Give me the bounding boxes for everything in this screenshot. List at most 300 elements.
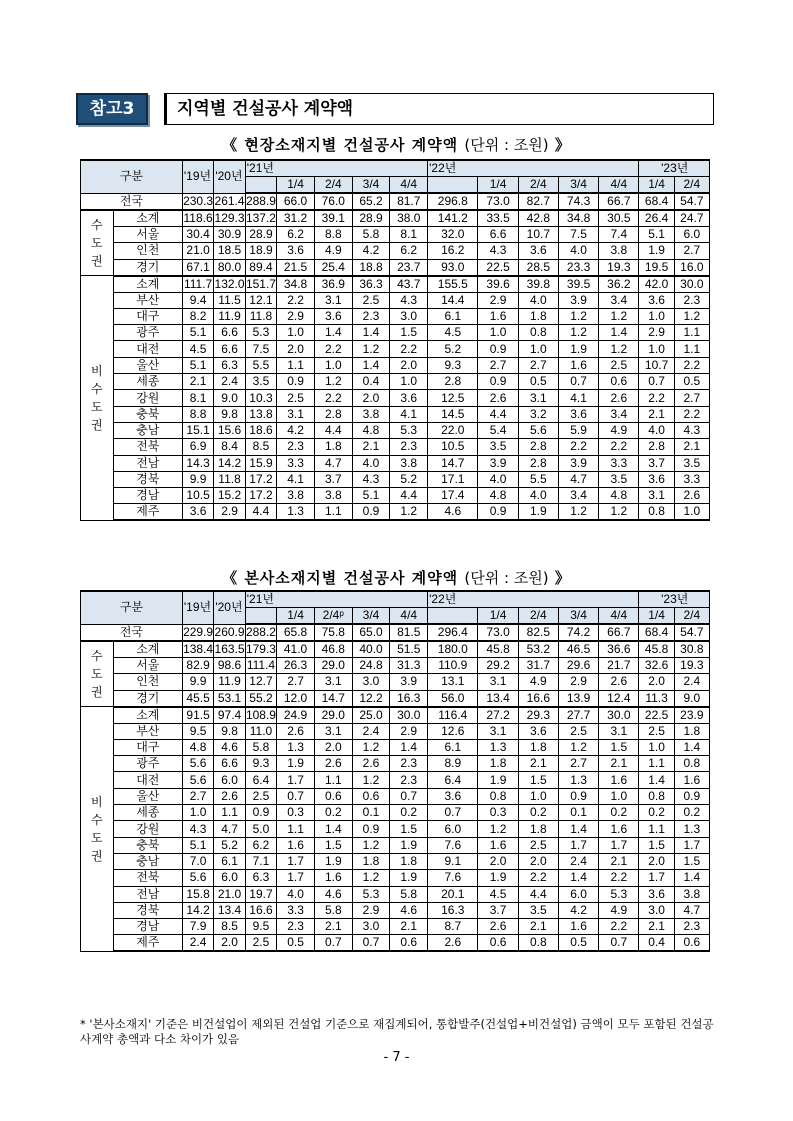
table-cell: 19.3 bbox=[599, 259, 639, 276]
table-cell: 3.6 bbox=[558, 406, 598, 422]
table-cell: 3.2 bbox=[518, 406, 558, 422]
table-cell: 13.4 bbox=[478, 690, 518, 707]
table-cell: 8.5 bbox=[245, 439, 276, 455]
table-cell: 9.4 bbox=[182, 292, 213, 308]
table-cell: 5.3 bbox=[599, 886, 639, 902]
table-cell: 1.4 bbox=[314, 325, 352, 341]
table-cell: 8.2 bbox=[182, 308, 213, 324]
table-cell: 296.8 bbox=[428, 193, 478, 210]
table-cell: 5.5 bbox=[518, 471, 558, 487]
table-cell: 29.0 bbox=[314, 658, 352, 674]
table-cell: 118.6 bbox=[183, 211, 213, 225]
table-cell: 9.9 bbox=[182, 471, 213, 487]
table-cell: 0.6 bbox=[314, 788, 352, 804]
table-row bbox=[81, 690, 710, 707]
table-cell: 2.9 bbox=[639, 325, 674, 341]
table-cell: 9.8 bbox=[214, 406, 245, 422]
table-cell: 3.1 bbox=[314, 723, 352, 739]
table-cell: 3.9 bbox=[390, 674, 428, 690]
table-cell: 46.8 bbox=[314, 641, 352, 658]
table-cell: 4.1 bbox=[277, 471, 315, 487]
table-cell: 0.8 bbox=[518, 325, 558, 341]
table-cell: 163.5 bbox=[214, 642, 245, 656]
table-cell: 29.3 bbox=[518, 707, 558, 724]
table-cell: 3.6 bbox=[639, 886, 674, 902]
row-label: 전북 bbox=[113, 439, 182, 455]
table-cell: 0.3 bbox=[478, 805, 518, 821]
table-cell: 1.2 bbox=[352, 772, 390, 788]
table-row bbox=[81, 308, 710, 324]
table-cell: 34.8 bbox=[277, 276, 315, 293]
table-cell: 116.4 bbox=[428, 707, 478, 724]
table-cell: 3.1 bbox=[639, 488, 674, 504]
table-cell: 5.2 bbox=[214, 837, 245, 853]
table-cell: 6.6 bbox=[214, 325, 245, 341]
table-cell: 111.4 bbox=[246, 658, 276, 673]
table-cell: 22.5 bbox=[639, 707, 674, 724]
row-label: 부산 bbox=[113, 723, 182, 739]
table-cell: 26.3 bbox=[277, 658, 315, 674]
table-cell: 3.7 bbox=[639, 455, 674, 471]
table-cell: 2.1 bbox=[390, 919, 428, 935]
table-cell: 0.9 bbox=[277, 374, 315, 390]
row-label: 대구 bbox=[113, 739, 182, 755]
table-cell: 22.5 bbox=[478, 259, 518, 276]
table-cell: 17.4 bbox=[428, 488, 478, 504]
table-cell: 93.0 bbox=[428, 259, 478, 276]
table-cell: 5.6 bbox=[182, 772, 213, 788]
table-cell: 6.2 bbox=[390, 243, 428, 259]
table-cell: 5.3 bbox=[390, 422, 428, 438]
table-cell: 10.7 bbox=[518, 227, 558, 243]
table-row bbox=[81, 259, 710, 276]
table-cell: 28.5 bbox=[518, 259, 558, 276]
header-quarter: 1/4 bbox=[277, 608, 315, 625]
table-cell: 4.4 bbox=[478, 406, 518, 422]
table-cell: 1.0 bbox=[518, 788, 558, 804]
table-cell: 30.9 bbox=[214, 227, 245, 243]
table-cell: 1.9 bbox=[390, 870, 428, 886]
table-cell: 0.7 bbox=[428, 805, 478, 821]
table-cell: 30.8 bbox=[674, 641, 709, 658]
table-cell: 1.4 bbox=[674, 739, 709, 755]
table-cell: 9.0 bbox=[674, 690, 709, 707]
table-cell: 2.1 bbox=[639, 406, 674, 422]
table-cell: 1.9 bbox=[390, 837, 428, 853]
table-cell: 230.3 bbox=[182, 193, 213, 210]
table-cell: 2.1 bbox=[639, 919, 674, 935]
table-cell: 82.5 bbox=[518, 624, 558, 641]
table-cell: 6.6 bbox=[478, 227, 518, 243]
hq-location-contract-table bbox=[80, 590, 710, 952]
table-cell: 3.3 bbox=[599, 455, 639, 471]
table-cell: 68.4 bbox=[639, 193, 674, 210]
table-cell: 67.1 bbox=[182, 259, 213, 276]
table-cell: 4.4 bbox=[518, 886, 558, 902]
table-cell: 23.3 bbox=[558, 259, 598, 276]
table-cell: 2.9 bbox=[478, 292, 518, 308]
table-cell: 1.2 bbox=[599, 341, 639, 357]
table-cell: 2.2 bbox=[314, 390, 352, 406]
table-cell: 7.5 bbox=[558, 227, 598, 243]
table-cell: 23.7 bbox=[390, 259, 428, 276]
table-row bbox=[81, 325, 710, 341]
table-cell: 0.7 bbox=[639, 374, 674, 390]
table-cell: 1.6 bbox=[314, 870, 352, 886]
table-cell: 4.9 bbox=[599, 902, 639, 918]
table-row bbox=[81, 243, 710, 259]
table-cell: 4.7 bbox=[314, 455, 352, 471]
header-quarter: 1/4 bbox=[277, 177, 315, 194]
table-cell: 3.8 bbox=[352, 406, 390, 422]
row-label-national: 전국 bbox=[81, 193, 183, 210]
table-cell: 65.0 bbox=[352, 624, 390, 641]
table-row bbox=[81, 471, 710, 487]
table-cell: 6.1 bbox=[214, 853, 245, 869]
table-cell: 1.5 bbox=[599, 739, 639, 755]
table-cell: 9.1 bbox=[428, 853, 478, 869]
table-cell: 1.1 bbox=[314, 504, 352, 521]
table-cell: 261.4 bbox=[214, 193, 245, 210]
table-cell: 2.1 bbox=[674, 439, 709, 455]
table-cell: 1.6 bbox=[558, 919, 598, 935]
table-cell: 5.8 bbox=[390, 886, 428, 902]
table-cell: 32.6 bbox=[639, 658, 674, 674]
table-cell: 3.5 bbox=[245, 374, 276, 390]
table-cell: 1.7 bbox=[277, 870, 315, 886]
table-cell: 1.6 bbox=[478, 837, 518, 853]
table-cell: 18.9 bbox=[245, 243, 276, 259]
table-cell: 5.9 bbox=[558, 422, 598, 438]
table-cell: 155.5 bbox=[428, 276, 478, 293]
table-cell: 1.7 bbox=[599, 837, 639, 853]
table-cell: 12.5 bbox=[428, 390, 478, 406]
table-cell: 3.5 bbox=[518, 902, 558, 918]
table-cell: 2.4 bbox=[182, 935, 213, 952]
table-cell: 74.2 bbox=[558, 624, 598, 641]
table-cell: 16.6 bbox=[245, 902, 276, 918]
table-cell: 39.5 bbox=[558, 276, 598, 293]
table-cell: 2.3 bbox=[390, 756, 428, 772]
table-cell: 2.6 bbox=[599, 390, 639, 406]
table-cell: 2.7 bbox=[674, 243, 709, 259]
table-cell: 2.4 bbox=[214, 374, 245, 390]
table-cell: 24.8 bbox=[352, 658, 390, 674]
table-cell: 5.6 bbox=[518, 422, 558, 438]
table-cell: 6.3 bbox=[245, 870, 276, 886]
table-cell: 1.0 bbox=[599, 788, 639, 804]
table-cell: 9.8 bbox=[214, 723, 245, 739]
header-quarter: 1/4 bbox=[639, 608, 674, 625]
header-quarter: 2/4 bbox=[674, 177, 709, 194]
table-cell: 0.6 bbox=[390, 935, 428, 952]
table-cell: 1.9 bbox=[518, 504, 558, 521]
table-cell: 16.3 bbox=[390, 690, 428, 707]
table-row bbox=[81, 723, 710, 739]
table-cell: 24.9 bbox=[277, 707, 315, 724]
table-cell: 1.3 bbox=[558, 772, 598, 788]
table-cell: 1.2 bbox=[558, 308, 598, 324]
table-cell: 65.2 bbox=[352, 193, 390, 210]
table-cell: 4.3 bbox=[478, 243, 518, 259]
table-cell: 229.9 bbox=[182, 624, 213, 641]
table-cell: 3.1 bbox=[314, 674, 352, 690]
row-label: 제주 bbox=[113, 504, 182, 521]
table-cell: 12.4 bbox=[599, 690, 639, 707]
table-cell: 2.5 bbox=[518, 837, 558, 853]
table-cell: 1.7 bbox=[639, 870, 674, 886]
table-cell: 1.5 bbox=[674, 853, 709, 869]
table-cell: 1.0 bbox=[478, 325, 518, 341]
table-cell: 17.2 bbox=[245, 471, 276, 487]
row-label: 대구 bbox=[113, 308, 182, 324]
table-cell: 31.3 bbox=[390, 658, 428, 674]
site-location-contract-table bbox=[80, 159, 710, 521]
table-row bbox=[81, 707, 710, 724]
table-cell: 3.9 bbox=[558, 292, 598, 308]
row-label: 강원 bbox=[113, 390, 182, 406]
table-cell: 2.9 bbox=[390, 723, 428, 739]
table-cell: 1.5 bbox=[639, 837, 674, 853]
table-cell: 4.0 bbox=[518, 488, 558, 504]
table-cell: 5.3 bbox=[352, 886, 390, 902]
table-cell: 46.5 bbox=[558, 641, 598, 658]
table-row bbox=[81, 935, 710, 952]
table-cell: 3.3 bbox=[277, 902, 315, 918]
table-cell: 5.5 bbox=[245, 357, 276, 373]
table-cell: 179.3 bbox=[245, 642, 276, 656]
table-cell: 15.9 bbox=[245, 455, 276, 471]
table-cell: 0.7 bbox=[314, 935, 352, 952]
table-cell: 23.9 bbox=[674, 707, 709, 724]
table-cell: 6.0 bbox=[674, 227, 709, 243]
table-cell: 4.2 bbox=[277, 422, 315, 438]
table-cell: 3.3 bbox=[674, 471, 709, 487]
table-cell: 180.0 bbox=[428, 641, 478, 658]
table-cell: 1.1 bbox=[674, 325, 709, 341]
table-cell: 2.0 bbox=[390, 357, 428, 373]
table-cell: 2.5 bbox=[245, 935, 276, 952]
table-cell: 15.1 bbox=[182, 422, 213, 438]
table-cell: 21.5 bbox=[277, 259, 315, 276]
table-cell: 3.6 bbox=[428, 788, 478, 804]
table-cell: 260.9 bbox=[214, 624, 245, 641]
table-cell: 6.1 bbox=[428, 308, 478, 324]
row-label: 광주 bbox=[113, 756, 182, 772]
table-cell: 73.0 bbox=[478, 193, 518, 210]
table-cell: 30.5 bbox=[599, 210, 639, 227]
table-cell: 21.0 bbox=[214, 886, 245, 902]
table-cell: 17.1 bbox=[428, 471, 478, 487]
table-cell: 5.6 bbox=[182, 756, 213, 772]
header-year-23: '23년 bbox=[639, 160, 710, 177]
row-label: 소계 bbox=[113, 276, 182, 293]
row-label: 울산 bbox=[113, 788, 182, 804]
table-cell: 111.7 bbox=[183, 276, 213, 291]
table-cell: 0.6 bbox=[478, 935, 518, 952]
table-cell: 5.6 bbox=[182, 870, 213, 886]
row-group-label: 비수도권 bbox=[91, 364, 103, 433]
table-cell: 3.1 bbox=[478, 674, 518, 690]
table-row bbox=[81, 504, 710, 521]
table-cell: 1.1 bbox=[277, 357, 315, 373]
table-cell: 1.2 bbox=[558, 325, 598, 341]
table-cell: 17.2 bbox=[245, 488, 276, 504]
table-cell: 132.0 bbox=[214, 276, 245, 291]
header-year-22-annual bbox=[428, 608, 478, 625]
table-cell: 0.6 bbox=[352, 788, 390, 804]
table-cell: 29.2 bbox=[478, 658, 518, 674]
header-year-20: '20년 bbox=[214, 591, 245, 624]
table-cell: 4.0 bbox=[277, 886, 315, 902]
table-cell: 3.7 bbox=[314, 471, 352, 487]
table-cell: 14.5 bbox=[428, 406, 478, 422]
row-label: 강원 bbox=[113, 821, 182, 837]
table-cell: 3.6 bbox=[314, 308, 352, 324]
table-cell: 5.2 bbox=[390, 471, 428, 487]
table-cell: 6.4 bbox=[428, 772, 478, 788]
table-row bbox=[81, 886, 710, 902]
header-gubun: 구분 bbox=[81, 160, 183, 193]
footnote: * '본사소재지' 기준은 비건설업이 제외된 건설업 기준으로 재집계되어, 통합발주(건설업+비건설업) 금액이 모두 포함된 건설공사계약 총액과 다소 차이가 있음 bbox=[80, 1017, 714, 1046]
table-cell: 4.2 bbox=[558, 902, 598, 918]
row-label: 인천 bbox=[113, 243, 182, 259]
table-cell: 1.2 bbox=[599, 308, 639, 324]
table-row bbox=[81, 439, 710, 455]
table-cell: 4.9 bbox=[314, 243, 352, 259]
table-cell: 1.0 bbox=[314, 357, 352, 373]
table-cell: 0.4 bbox=[639, 935, 674, 952]
table-cell: 2.9 bbox=[277, 308, 315, 324]
table-cell: 7.6 bbox=[428, 837, 478, 853]
table-cell: 4.0 bbox=[352, 455, 390, 471]
table-cell: 39.6 bbox=[478, 276, 518, 293]
table-cell: 1.9 bbox=[314, 853, 352, 869]
table-cell: 4.4 bbox=[390, 488, 428, 504]
table-cell: 2.6 bbox=[674, 488, 709, 504]
table-cell: 0.1 bbox=[558, 805, 598, 821]
table-cell: 1.6 bbox=[558, 357, 598, 373]
table-cell: 11.3 bbox=[639, 690, 674, 707]
table-cell: 1.8 bbox=[352, 853, 390, 869]
table-cell: 14.2 bbox=[214, 455, 245, 471]
table-cell: 10.5 bbox=[182, 488, 213, 504]
header-year-21-annual bbox=[245, 177, 276, 194]
table-cell: 28.9 bbox=[245, 227, 276, 243]
table-cell: 1.4 bbox=[558, 870, 598, 886]
table-cell: 0.9 bbox=[478, 341, 518, 357]
table-cell: 3.1 bbox=[277, 406, 315, 422]
table-cell: 2.7 bbox=[478, 357, 518, 373]
table-cell: 8.4 bbox=[214, 439, 245, 455]
table-cell: 13.8 bbox=[245, 406, 276, 422]
table-row bbox=[81, 772, 710, 788]
table-cell: 1.4 bbox=[639, 772, 674, 788]
table-cell: 1.0 bbox=[674, 504, 709, 521]
row-label: 대전 bbox=[113, 772, 182, 788]
table-cell: 53.1 bbox=[214, 690, 245, 707]
table-cell: 45.8 bbox=[478, 641, 518, 658]
table-cell: 2.3 bbox=[674, 919, 709, 935]
table-cell: 42.8 bbox=[518, 210, 558, 227]
table-cell: 54.7 bbox=[674, 193, 709, 210]
table-cell: 2.0 bbox=[639, 674, 674, 690]
table-cell: 16.3 bbox=[428, 902, 478, 918]
table-cell: 18.8 bbox=[352, 259, 390, 276]
table-cell: 32.0 bbox=[428, 227, 478, 243]
table-cell: 5.1 bbox=[639, 227, 674, 243]
table-cell: 19.3 bbox=[674, 658, 709, 674]
table-cell: 4.6 bbox=[428, 504, 478, 521]
table-cell: 12.1 bbox=[245, 292, 276, 308]
header-year-20: '20년 bbox=[214, 160, 245, 193]
table-cell: 36.9 bbox=[314, 276, 352, 293]
table-cell: 2.7 bbox=[277, 674, 315, 690]
table-row bbox=[81, 821, 710, 837]
table-cell: 1.9 bbox=[277, 756, 315, 772]
table-cell: 5.1 bbox=[182, 325, 213, 341]
table-cell: 2.3 bbox=[390, 772, 428, 788]
table-row bbox=[81, 210, 710, 227]
table-cell: 56.0 bbox=[428, 690, 478, 707]
table-cell: 6.3 bbox=[214, 357, 245, 373]
table-cell: 3.0 bbox=[352, 674, 390, 690]
table-cell: 5.1 bbox=[182, 837, 213, 853]
table-cell: 15.6 bbox=[214, 422, 245, 438]
table-cell: 1.5 bbox=[390, 821, 428, 837]
table-cell: 15.2 bbox=[214, 488, 245, 504]
header-quarter: 4/4 bbox=[390, 177, 428, 194]
table-row bbox=[81, 406, 710, 422]
header-quarter: 2/4 bbox=[674, 608, 709, 625]
table-cell: 3.4 bbox=[599, 406, 639, 422]
table-cell: 6.6 bbox=[214, 341, 245, 357]
table-cell: 0.2 bbox=[390, 805, 428, 821]
table-cell: 16.2 bbox=[428, 243, 478, 259]
table-cell: 3.0 bbox=[639, 902, 674, 918]
table-cell: 21.7 bbox=[599, 658, 639, 674]
table-row bbox=[81, 805, 710, 821]
table-cell: 8.8 bbox=[182, 406, 213, 422]
table-cell: 11.5 bbox=[214, 292, 245, 308]
table-cell: 4.1 bbox=[390, 406, 428, 422]
table-cell: 12.7 bbox=[245, 674, 276, 690]
table-cell: 2.8 bbox=[518, 439, 558, 455]
table-cell: 1.2 bbox=[478, 821, 518, 837]
table1-title-close: 》 bbox=[554, 136, 571, 154]
table-cell: 65.8 bbox=[277, 624, 315, 641]
table2-title-close: 》 bbox=[554, 569, 571, 587]
table-cell: 3.6 bbox=[182, 504, 213, 521]
header-quarter: 4/4 bbox=[599, 177, 639, 194]
table-cell: 4.7 bbox=[558, 471, 598, 487]
table-cell: 29.0 bbox=[314, 707, 352, 724]
table-cell: 0.8 bbox=[639, 788, 674, 804]
table-cell: 4.4 bbox=[245, 504, 276, 521]
table-cell: 30.0 bbox=[390, 707, 428, 724]
table-cell: 27.7 bbox=[558, 707, 598, 724]
table-cell: 36.2 bbox=[599, 276, 639, 293]
header-quarter: 3/4 bbox=[352, 177, 390, 194]
table-cell: 6.0 bbox=[214, 870, 245, 886]
header-quarter: 3/4 bbox=[352, 608, 390, 625]
table-cell: 3.3 bbox=[277, 455, 315, 471]
table-cell: 14.7 bbox=[314, 690, 352, 707]
table-cell: 30.0 bbox=[599, 707, 639, 724]
table-cell: 2.0 bbox=[352, 390, 390, 406]
table-cell: 3.8 bbox=[277, 488, 315, 504]
table-cell: 1.2 bbox=[314, 374, 352, 390]
